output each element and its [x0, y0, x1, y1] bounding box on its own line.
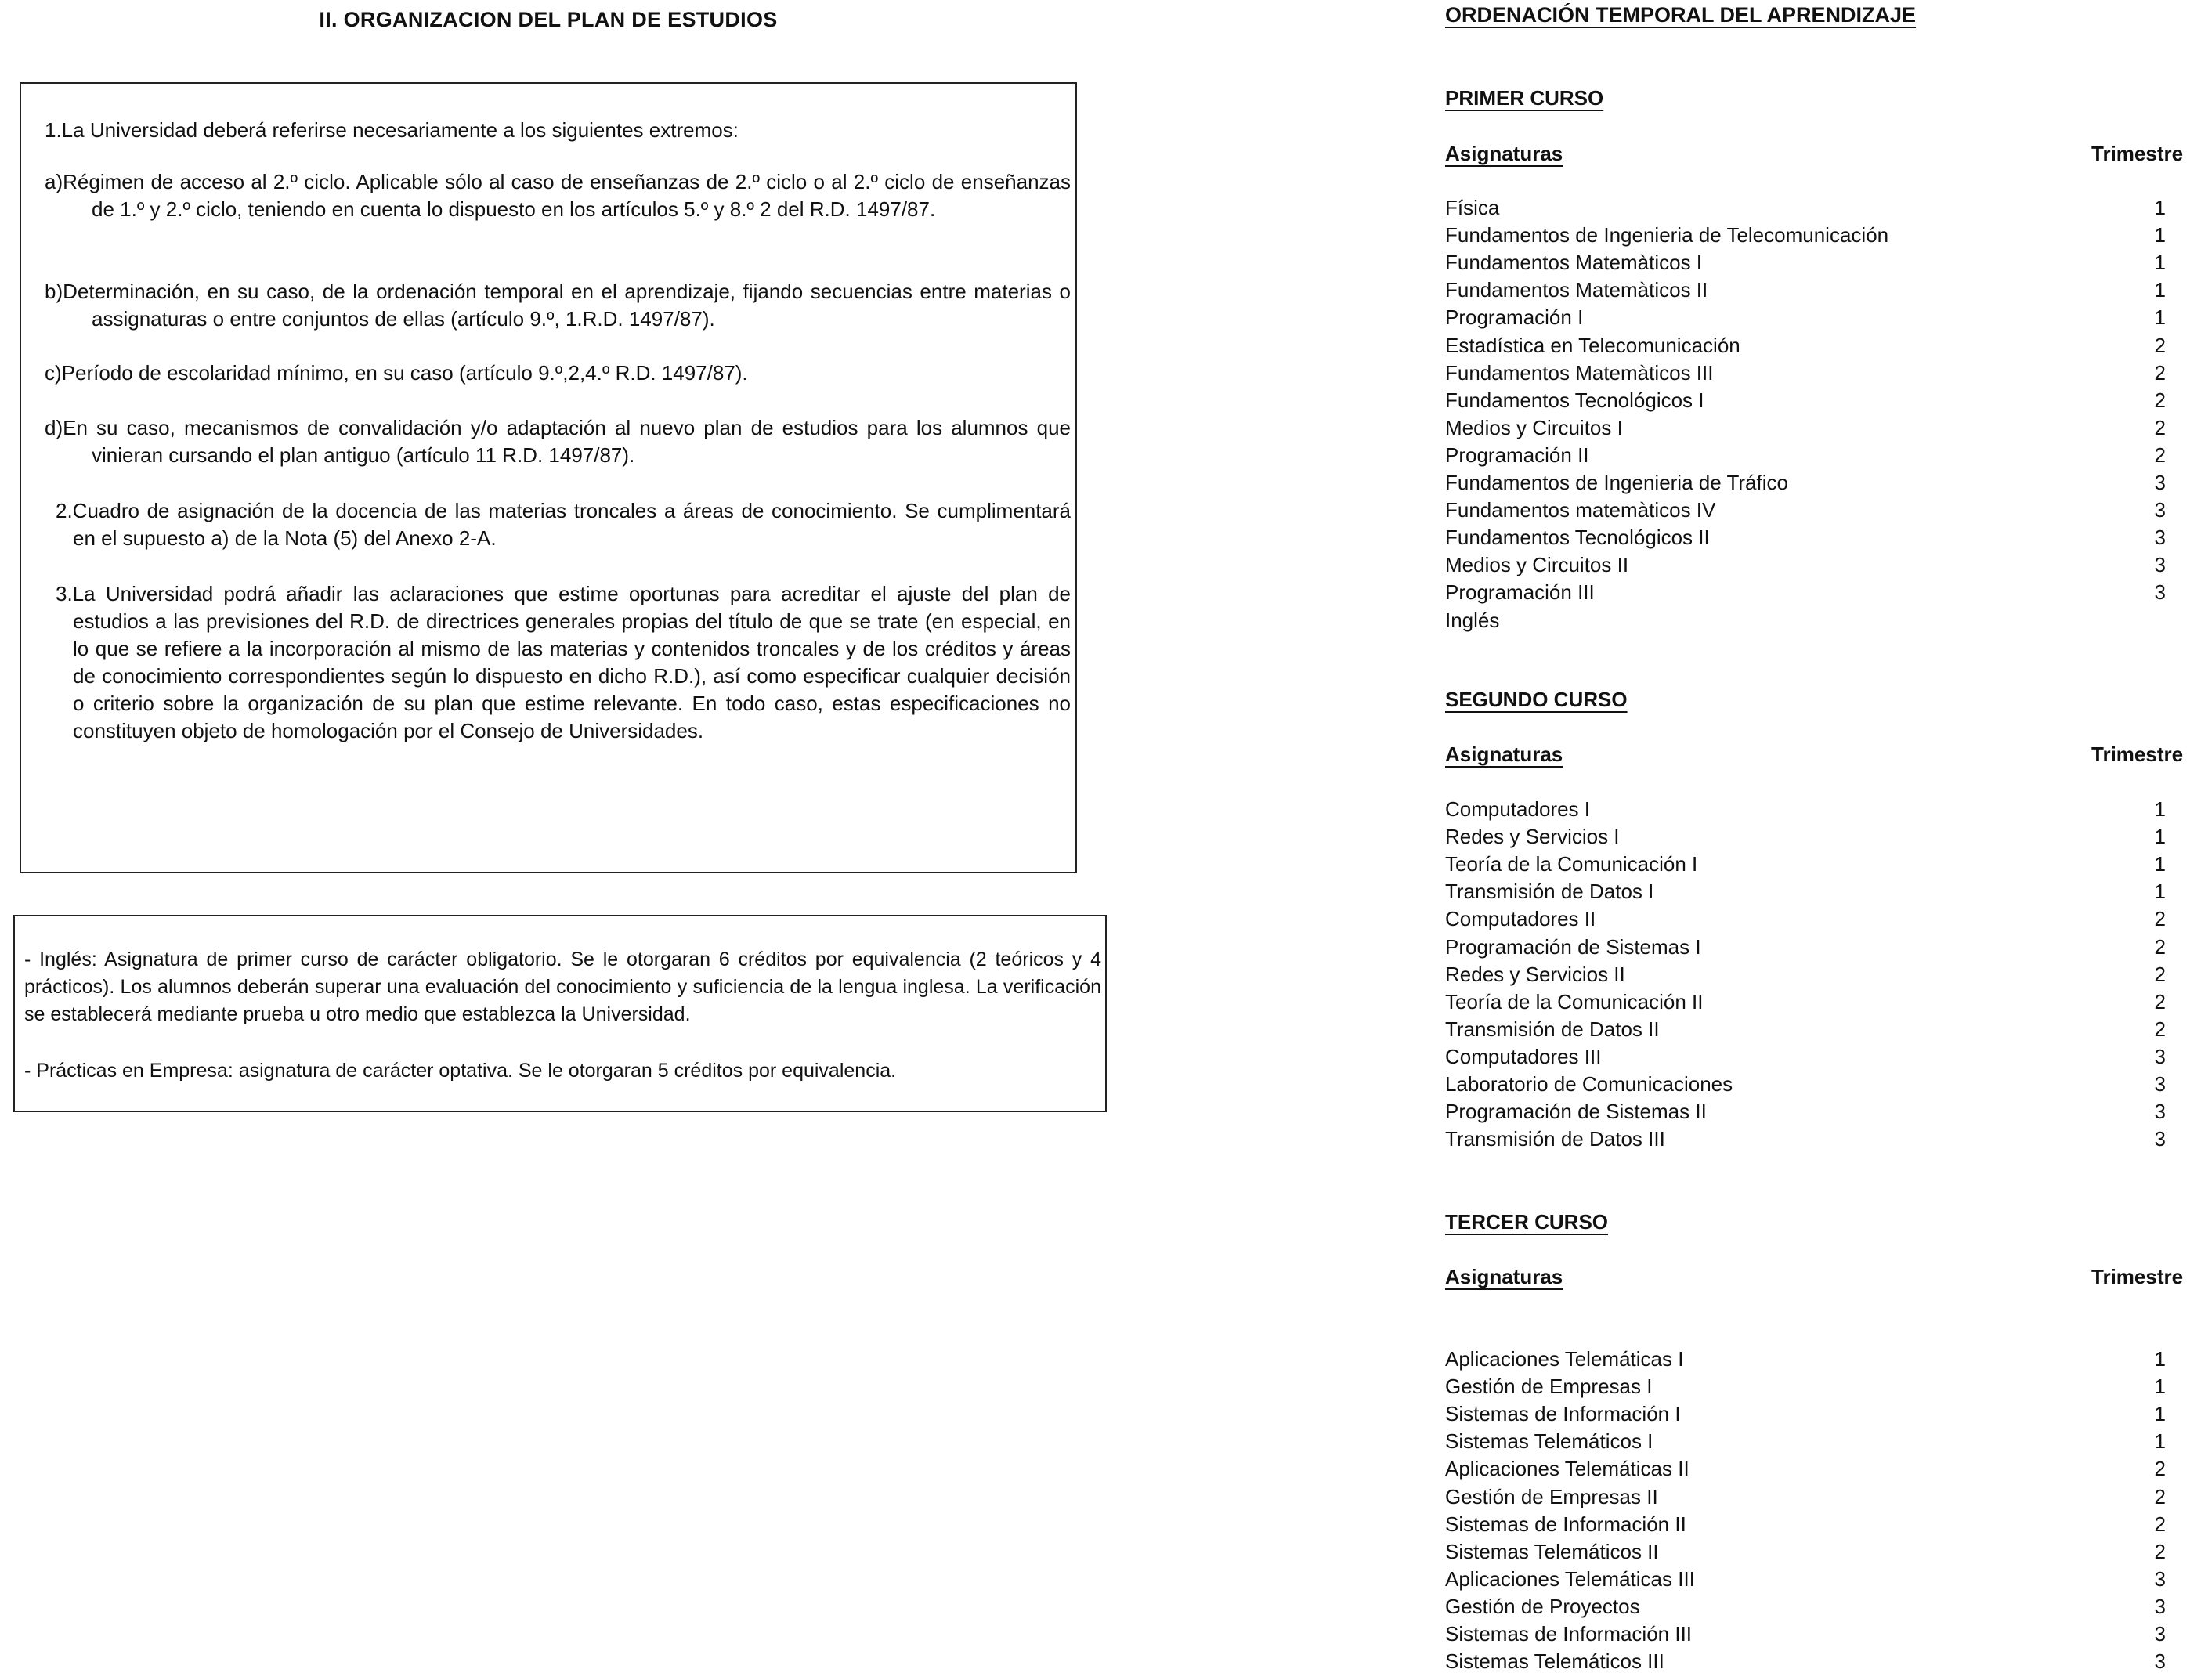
subject-name: Computadores I — [1445, 797, 1590, 821]
subject-row — [1445, 1402, 2166, 1429]
subject-term: 2 — [2154, 334, 2166, 357]
subject-term: 1 — [2154, 852, 2166, 876]
subject-term: 1 — [2154, 1402, 2166, 1425]
subject-name: Teoría de la Comunicación I — [1445, 852, 1698, 876]
subject-row — [1445, 251, 2166, 278]
requirement-c: c)Período de escolaridad mínimo, en su caso (artículo 9.º,2,4.º R.D. 1497/87). — [45, 361, 748, 385]
note-ingles: - Inglés: Asignatura de primer curso de carácter obligatorio. Se le otorgaran 6 créditos por equivalencia (2 teóricos y 4 prácticos). Los alumnos deberán superar una evaluación del conocimiento y suficiencia de la lengua inglesa. La verificación se establecerá mediante prueba u otro medio que establezca la Universidad. — [24, 948, 1101, 1025]
subject-row — [1445, 223, 2166, 251]
subject-name: Laboratorio de Comunicaciones — [1445, 1072, 1733, 1096]
subject-term: 3 — [2154, 471, 2166, 494]
subject-row — [1445, 1347, 2166, 1375]
subject-name: Sistemas Telemáticos II — [1445, 1540, 1659, 1563]
requirement-3: 3.La Universidad podrá añadir las aclaraciones que estime oportunas para acreditar el ajuste del plan de estudios a las previsiones del R.D. de directrices generales propias del título de que se trate (en especial, en lo que se refiere a la incorporación al mismo de las materias y contenidos troncales y de los créditos y áreas de conocimiento correspondientes según lo dispuesto en dicho R.D.), así como especificar cualquier decisión o criterio sobre la organización de su plan que estime relevante. En todo caso, estas especificaciones no constituyen objeto de homologación por el Consejo de Universidades. — [56, 582, 1071, 742]
subject-row — [1445, 388, 2166, 416]
subject-term: 1 — [2154, 880, 2166, 903]
subject-term: 3 — [2154, 1100, 2166, 1123]
subject-name: Computadores II — [1445, 907, 1596, 930]
subject-name: Programación II — [1445, 443, 1589, 467]
course-heading: TERCER CURSO — [1445, 1210, 1609, 1234]
subject-name: Redes y Servicios II — [1445, 963, 1625, 986]
subject-name: Fundamentos Matemàticos III — [1445, 361, 1714, 385]
subject-row — [1445, 1100, 2166, 1127]
subject-row — [1445, 963, 2166, 990]
subject-name: Fundamentos de Ingenieria de Telecomunicación — [1445, 223, 1889, 247]
requirement-2: 2.Cuadro de asignación de la docencia de las materias troncales a áreas de conocimiento. Se cumplimentará en el supuesto a) de la Nota (5) del Anexo 2-A. — [56, 499, 1071, 550]
subject-term: 2 — [2154, 1017, 2166, 1041]
subject-row — [1445, 580, 2166, 608]
subject-row — [1445, 797, 2166, 825]
subject-name: Sistemas Telemáticos I — [1445, 1429, 1653, 1453]
subject-name: Sistemas de Información II — [1445, 1512, 1686, 1536]
subject-term: 2 — [2154, 990, 2166, 1013]
subject-term: 1 — [2154, 251, 2166, 274]
subject-row — [1445, 553, 2166, 580]
subject-row — [1445, 1017, 2166, 1045]
subject-term: 3 — [2154, 1567, 2166, 1591]
subject-row — [1445, 907, 2166, 934]
subject-name: Redes y Servicios I — [1445, 825, 1620, 848]
subject-row — [1445, 1512, 2166, 1540]
subject-name: Física — [1445, 196, 1500, 219]
subject-term: 1 — [2154, 1347, 2166, 1371]
requirement-intro: 1.La Universidad deberá referirse necesariamente a los siguientes extremos: — [45, 118, 739, 142]
subject-name: Programación I — [1445, 305, 1584, 329]
requirement-b: b)Determinación, en su caso, de la ordenación temporal en el aprendizaje, fijando secuencias entre materias o assignaturas o entre conjuntos de ellas (artículo 9.º, 1.R.D. 1497/87). — [45, 280, 1071, 331]
subject-term: 3 — [2154, 1622, 2166, 1646]
subject-name: Programación de Sistemas II — [1445, 1100, 1707, 1123]
column-header-subjects: Asignaturas — [1445, 1265, 1563, 1288]
subject-term: 3 — [2154, 580, 2166, 604]
subject-term: 3 — [2154, 1127, 2166, 1151]
subject-term: 1 — [2154, 825, 2166, 848]
subject-row — [1445, 990, 2166, 1017]
notes-box — [13, 915, 1107, 1112]
subject-name: Aplicaciones Telemáticas II — [1445, 1457, 1689, 1480]
requirement-a: a)Régimen de acceso al 2.º ciclo. Aplicable sólo al caso de enseñanzas de 2.º ciclo o al 2.º ciclo de enseñanzas de 1.º y 2.º ciclo, teniendo en cuenta lo dispuesto en los artículos 5.º y 8.º 2 del R.D. 1497/87. — [45, 170, 1071, 221]
subject-row — [1445, 1567, 2166, 1595]
section-title: ORDENACIÓN TEMPORAL DEL APRENDIZAJE — [1445, 3, 1917, 27]
subject-term: 1 — [2154, 305, 2166, 329]
subject-row — [1445, 1045, 2166, 1072]
subject-name: Computadores III — [1445, 1045, 1602, 1068]
subject-term: 2 — [2154, 963, 2166, 986]
subject-term: 2 — [2154, 1540, 2166, 1563]
column-header-subjects: Asignaturas — [1445, 742, 1563, 766]
subject-row — [1445, 609, 2166, 636]
subject-name: Sistemas Telemáticos III — [1445, 1649, 1664, 1673]
subject-row — [1445, 852, 2166, 880]
subject-name: Gestión de Proyectos — [1445, 1595, 1640, 1618]
subject-row — [1445, 880, 2166, 907]
subject-term: 1 — [2154, 196, 2166, 219]
subject-name: Gestión de Empresas II — [1445, 1485, 1658, 1508]
subject-term: 2 — [2154, 1457, 2166, 1480]
subject-name: Inglés — [1445, 609, 1500, 632]
subject-term: 1 — [2154, 223, 2166, 247]
subject-row — [1445, 526, 2166, 553]
subject-row — [1445, 1072, 2166, 1100]
subject-name: Aplicaciones Telemáticas III — [1445, 1567, 1695, 1591]
subject-row — [1445, 1540, 2166, 1567]
subject-row — [1445, 1485, 2166, 1512]
subject-term: 1 — [2154, 797, 2166, 821]
note-practicas: - Prácticas en Empresa: asignatura de carácter optativa. Se le otorgaran 5 créditos por equivalencia. — [24, 1060, 897, 1082]
course-heading: PRIMER CURSO — [1445, 86, 1604, 110]
subject-row — [1445, 471, 2166, 498]
subject-name: Fundamentos matemàticos IV — [1445, 498, 1716, 522]
subject-term: 3 — [2154, 1595, 2166, 1618]
subject-row — [1445, 305, 2166, 333]
subject-name: Transmisión de Datos II — [1445, 1017, 1660, 1041]
subject-name: Programación III — [1445, 580, 1595, 604]
subject-name: Fundamentos Matemàticos I — [1445, 251, 1703, 274]
subject-term: 3 — [2154, 498, 2166, 522]
subject-name: Sistemas de Información I — [1445, 1402, 1681, 1425]
column-header-term: Trimestre — [2091, 142, 2184, 165]
subject-row — [1445, 196, 2166, 223]
subject-term: 1 — [2154, 1429, 2166, 1453]
subject-row — [1445, 278, 2166, 305]
subject-term: 2 — [2154, 1512, 2166, 1536]
subject-term: 2 — [2154, 443, 2166, 467]
subject-row — [1445, 361, 2166, 388]
subject-name: Sistemas de Información III — [1445, 1622, 1693, 1646]
subject-name: Teoría de la Comunicación II — [1445, 990, 1704, 1013]
requirements-box — [20, 82, 1077, 873]
subject-name: Fundamentos Tecnológicos I — [1445, 388, 1704, 412]
subject-row — [1445, 935, 2166, 963]
subject-term: 2 — [2154, 361, 2166, 385]
subject-name: Gestión de Empresas I — [1445, 1375, 1653, 1398]
subject-term: 2 — [2154, 388, 2166, 412]
subject-name: Aplicaciones Telemáticas I — [1445, 1347, 1684, 1371]
requirement-d: d)En su caso, mecanismos de convalidación y/o adaptación al nuevo plan de estudios para los alumnos que vinieran cursando el plan antiguo (artículo 11 R.D. 1497/87). — [45, 416, 1071, 467]
subject-term: 3 — [2154, 1045, 2166, 1068]
subject-row — [1445, 1622, 2166, 1649]
subject-term: 3 — [2154, 526, 2166, 549]
subject-name: Estadística en Telecomunicación — [1445, 334, 1740, 357]
subject-row — [1445, 443, 2166, 471]
column-header-term: Trimestre — [2091, 742, 2184, 766]
subject-row — [1445, 1457, 2166, 1484]
subject-term: 3 — [2154, 1072, 2166, 1096]
subject-row — [1445, 825, 2166, 852]
subject-row — [1445, 334, 2166, 361]
subject-name: Medios y Circuitos II — [1445, 553, 1629, 576]
subject-name: Medios y Circuitos I — [1445, 416, 1623, 439]
subject-term: 1 — [2154, 278, 2166, 302]
column-header-term: Trimestre — [2091, 1265, 2184, 1288]
subject-term: 3 — [2154, 1649, 2166, 1673]
subject-term: 3 — [2154, 553, 2166, 576]
subject-row — [1445, 1127, 2166, 1154]
course-heading: SEGUNDO CURSO — [1445, 688, 1628, 711]
subject-name: Transmisión de Datos I — [1445, 880, 1654, 903]
subject-row — [1445, 1649, 2166, 1677]
subject-name: Fundamentos Tecnológicos II — [1445, 526, 1710, 549]
subject-row — [1445, 1429, 2166, 1457]
subject-term: 1 — [2154, 1375, 2166, 1398]
subject-term: 2 — [2154, 907, 2166, 930]
subject-name: Fundamentos Matemàticos II — [1445, 278, 1708, 302]
subject-name: Fundamentos de Ingenieria de Tráfico — [1445, 471, 1788, 494]
subject-term: 2 — [2154, 935, 2166, 959]
subject-row — [1445, 498, 2166, 526]
subject-row — [1445, 1595, 2166, 1622]
page-title: II. ORGANIZACION DEL PLAN DE ESTUDIOS — [319, 8, 778, 31]
subject-row — [1445, 1375, 2166, 1402]
column-header-subjects: Asignaturas — [1445, 142, 1563, 165]
subject-term: 2 — [2154, 416, 2166, 439]
subject-row — [1445, 416, 2166, 443]
subject-term: 2 — [2154, 1485, 2166, 1508]
subject-name: Programación de Sistemas I — [1445, 935, 1701, 959]
subject-name: Transmisión de Datos III — [1445, 1127, 1665, 1151]
